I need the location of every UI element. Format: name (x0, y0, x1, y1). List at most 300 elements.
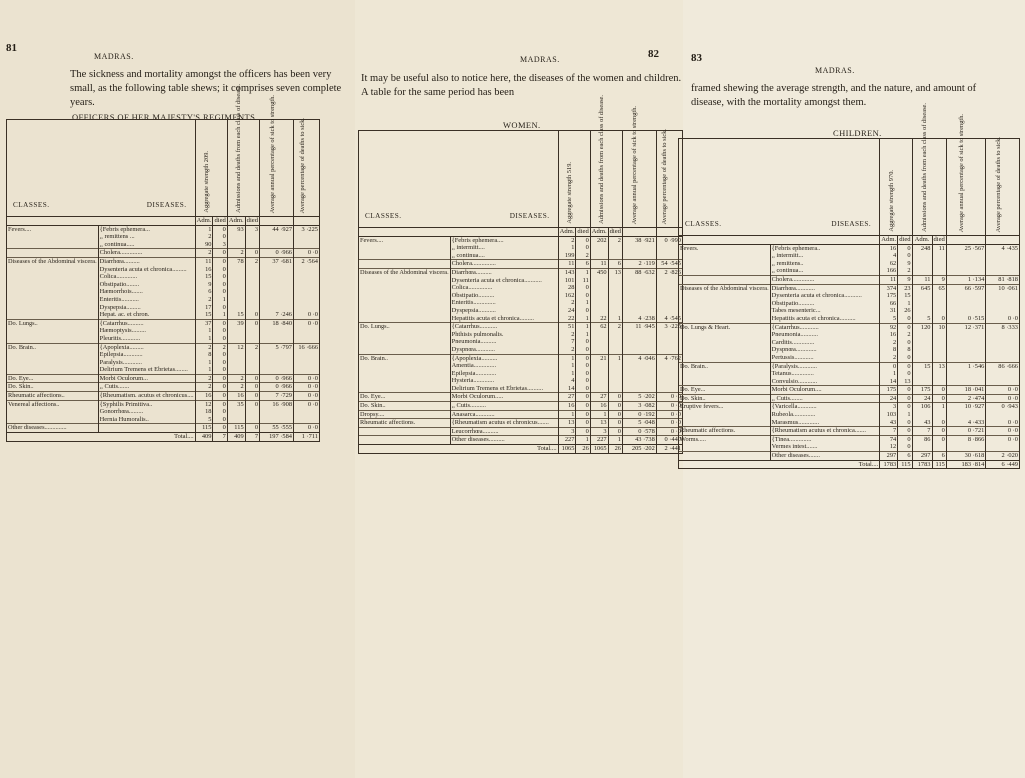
died-cell: 0 (898, 362, 912, 370)
header-classes-diseases (7, 120, 196, 217)
class-cell: Do. Skin.. (359, 402, 451, 411)
disease-cell: Amentia.............. (450, 362, 558, 370)
sub-header: died (609, 228, 621, 235)
group-admissions-cell (912, 331, 932, 339)
group-admissions-cell: 248 (912, 244, 932, 252)
class-cell: Do. Skin.. (7, 383, 99, 392)
group-admissions-cell (590, 307, 608, 315)
running-header: MADRAS. (520, 55, 560, 64)
pct-deaths-cell (294, 233, 320, 241)
disease-cell: Diarrhœa.......... (98, 257, 195, 265)
group-admissions-cell: 11 (912, 275, 932, 284)
died-cell: 0 (576, 377, 590, 385)
disease-cell: Obstipatio........ (98, 281, 195, 289)
group-died-cell (245, 241, 259, 249)
running-header: MADRAS. (94, 52, 134, 61)
disease-cell: Pleuritis............ (98, 335, 195, 343)
page-82 (355, 0, 683, 778)
sub-header: Adm. (559, 228, 575, 235)
pct-deaths-cell: 8 ·333 (986, 323, 1020, 331)
pct-deaths-cell (294, 335, 320, 343)
total-pct-deaths: 2 ·441 (656, 445, 682, 454)
table-row (7, 327, 320, 335)
pct-deaths-cell (986, 339, 1020, 347)
group-died-cell: 2 (245, 257, 259, 265)
admissions-cell: 7 (558, 338, 576, 346)
died-cell: 13 (898, 378, 912, 386)
pct-deaths-cell: 0 ·440 (656, 436, 682, 445)
pct-sick-cell: 0 ·721 (946, 427, 986, 436)
died-cell: 0 (213, 424, 227, 433)
class-cell: Fevers.... (7, 225, 99, 233)
group-admissions-cell: 24 (912, 394, 932, 403)
disease-cell: {Syphilis Primitiva.. (98, 400, 195, 408)
pct-deaths-cell: 0 ·0 (656, 410, 682, 419)
group-admissions-cell: 297 (912, 452, 932, 461)
total-pct-deaths: 6 ·449 (986, 460, 1020, 469)
table-row (7, 273, 320, 281)
disease-cell: Hæmorrhois....... (98, 288, 195, 296)
table-row (7, 296, 320, 304)
pct-sick-cell: 55 ·555 (260, 424, 294, 433)
group-died-cell (932, 378, 946, 386)
header-avg-deaths-label: Average percentage of deaths to sick. (994, 136, 1002, 232)
group-admissions-cell: 450 (590, 268, 608, 276)
died-cell: 9 (898, 275, 912, 284)
group-died-cell (932, 307, 946, 315)
total-died: 7 (213, 433, 227, 442)
died-cell: 6 (898, 452, 912, 461)
admissions-cell: 16 (880, 331, 898, 339)
group-died-cell: 0 (932, 435, 946, 443)
pct-sick-cell (622, 331, 656, 339)
group-died-cell: 13 (932, 362, 946, 370)
group-died-cell (932, 292, 946, 300)
page-number: 83 (691, 52, 702, 64)
group-admissions-cell (590, 385, 608, 393)
admissions-cell: 2 (880, 339, 898, 347)
header-strength (195, 120, 227, 217)
died-cell: 1 (576, 268, 590, 276)
pct-sick-cell (946, 370, 986, 378)
disease-cell: Hepatitis acuta et chronica......... (450, 315, 558, 323)
died-cell: 23 (898, 284, 912, 292)
admissions-cell: 27 (558, 393, 576, 402)
disease-cell: Anasarca............ (450, 410, 558, 419)
group-admissions-cell (912, 378, 932, 386)
pct-sick-cell (260, 288, 294, 296)
intro-paragraph: It may be useful also to notice here, the diseases of the women and children. A table for the same period has been (361, 73, 682, 98)
header-strength (558, 131, 590, 228)
disease-cell: ,, continua.... (450, 252, 558, 260)
group-died-cell: 1 (932, 403, 946, 411)
group-admissions-cell: 11 (590, 260, 608, 269)
group-died-cell (608, 252, 622, 260)
admissions-cell: 5 (880, 315, 898, 323)
table-row (359, 385, 683, 393)
disease-cell: Carditis.............. (770, 339, 880, 347)
class-cell: Fevers. (679, 244, 771, 252)
group-died-cell (932, 331, 946, 339)
admissions-cell: 62 (880, 260, 898, 268)
pct-deaths-cell: 0 ·990 (656, 236, 682, 244)
group-died-cell: 0 (932, 386, 946, 395)
class-cell: Do. Brain.. (679, 362, 771, 370)
table-row (679, 435, 1020, 443)
group-died-cell: 1 (608, 436, 622, 445)
pct-deaths-cell (986, 354, 1020, 362)
table-row (7, 359, 320, 367)
class-cell (7, 304, 99, 312)
pct-sick-cell: 0 ·966 (260, 249, 294, 258)
group-admissions-cell: 5 (912, 315, 932, 323)
group-admissions-cell: 16 (590, 402, 608, 411)
disease-cell: {Rheumatism acutus et chronicus....... (450, 419, 558, 428)
table-row (359, 252, 683, 260)
group-admissions-cell: 22 (590, 315, 608, 323)
class-cell (679, 339, 771, 347)
group-died-cell: 0 (245, 400, 259, 408)
died-cell: 0 (213, 249, 227, 258)
class-cell: Venereal affections.. (7, 400, 99, 408)
group-died-cell (932, 252, 946, 260)
died-cell: 1 (898, 300, 912, 308)
class-cell (359, 260, 451, 269)
header-avg-deaths (294, 117, 320, 217)
died-cell: 0 (576, 410, 590, 419)
page-81 (0, 0, 373, 778)
table-row (679, 244, 1020, 252)
header-strength (880, 139, 912, 236)
admissions-cell: 24 (880, 394, 898, 403)
table-row (679, 370, 1020, 378)
group-died-cell: 13 (608, 268, 622, 276)
group-died-cell: 0 (608, 393, 622, 402)
disease-cell: Cholera............... (450, 260, 558, 269)
group-admissions-cell (590, 377, 608, 385)
died-cell: 0 (213, 366, 227, 374)
table-row (359, 299, 683, 307)
group-admissions-cell (590, 346, 608, 354)
pct-sick-cell (622, 346, 656, 354)
admissions-cell: 16 (880, 244, 898, 252)
disease-cell: Epilepsia............. (450, 370, 558, 378)
sub-header: Adm. (196, 217, 212, 224)
group-admissions-cell: 120 (912, 323, 932, 331)
pct-deaths-cell: 3 ·225 (294, 225, 320, 233)
died-cell: 0 (213, 383, 227, 392)
disease-cell: ,, Cutis....... (98, 383, 195, 392)
group-admissions-cell: 43 (912, 419, 932, 427)
pct-deaths-cell: 0 ·0 (986, 394, 1020, 403)
header-diseases: DISEASES. (831, 220, 872, 229)
admissions-cell: 166 (880, 267, 898, 275)
class-cell (7, 249, 99, 258)
header-admissions-label: Admissions and deaths from each class of disease. (921, 103, 929, 232)
group-died-cell (608, 346, 622, 354)
group-died-cell (932, 370, 946, 378)
pct-sick-cell: 3 ·082 (622, 402, 656, 411)
table-row (359, 331, 683, 339)
admissions-cell: 92 (880, 323, 898, 331)
total-pct-sick: 197 ·584 (260, 433, 294, 442)
class-cell (359, 284, 451, 292)
total-row (359, 445, 683, 454)
admissions-cell: 199 (558, 252, 576, 260)
group-admissions-cell: 7 (912, 427, 932, 436)
admissions-cell: 1 (880, 370, 898, 378)
died-cell: 1 (576, 315, 590, 323)
header-classes: CLASSES. (685, 220, 722, 229)
header-admissions-label: Admissions and deaths from each class of disease. (235, 84, 243, 213)
admissions-cell: 16 (195, 266, 213, 274)
table-row (679, 300, 1020, 308)
class-cell (359, 277, 451, 285)
admissions-cell: 2 (195, 296, 213, 304)
group-died-cell: 0 (608, 427, 622, 436)
group-admissions-cell (590, 299, 608, 307)
group-died-cell (608, 244, 622, 252)
disease-cell: ,, continua..... (98, 241, 195, 249)
table-row (7, 233, 320, 241)
group-died-cell (608, 331, 622, 339)
table-row (679, 403, 1020, 411)
disease-cell: Hæmoptysis......... (98, 327, 195, 335)
table-row (359, 346, 683, 354)
died-cell: 9 (898, 260, 912, 268)
pct-deaths-cell (986, 292, 1020, 300)
died-cell: 0 (576, 362, 590, 370)
table-row (359, 377, 683, 385)
group-admissions-cell (227, 408, 245, 416)
table-row (359, 236, 683, 244)
table-row (679, 378, 1020, 386)
group-died-cell (932, 354, 946, 362)
admissions-cell: 16 (558, 402, 576, 411)
class-cell (7, 281, 99, 289)
disease-cell: Rubeola.............. (770, 411, 880, 419)
pct-sick-cell (260, 408, 294, 416)
header-avg-sick-label: Average annual percentage of sick to strength. (631, 105, 639, 224)
disease-cell: Hysteria............. (450, 377, 558, 385)
group-died-cell: 0 (245, 383, 259, 392)
admissions-cell: 227 (558, 436, 576, 445)
table-row (7, 304, 320, 312)
pct-deaths-cell: 0 ·0 (986, 435, 1020, 443)
pct-sick-cell: 0 ·578 (622, 427, 656, 436)
group-admissions-cell: 78 (227, 257, 245, 265)
died-cell: 8 (898, 346, 912, 354)
died-cell: 0 (213, 257, 227, 265)
table-row (359, 419, 683, 428)
admissions-cell: 28 (558, 284, 576, 292)
admissions-cell: 2 (558, 299, 576, 307)
group-admissions-cell: 2 (227, 383, 245, 392)
class-cell: Worms..... (679, 435, 771, 443)
group-admissions-cell (227, 351, 245, 359)
group-died-cell (608, 362, 622, 370)
group-died-cell: 2 (608, 323, 622, 331)
admissions-cell: 0 (880, 362, 898, 370)
pct-deaths-cell (986, 411, 1020, 419)
admissions-cell: 5 (195, 416, 213, 424)
group-admissions-cell (227, 335, 245, 343)
class-cell: Do. Brain.. (7, 343, 99, 351)
group-admissions-cell: 39 (227, 319, 245, 327)
class-cell: Rheumatic affections. (359, 419, 451, 428)
pct-deaths-cell: 0 ·0 (986, 386, 1020, 395)
died-cell: 0 (576, 338, 590, 346)
group-admissions-cell (590, 284, 608, 292)
group-died-cell: 11 (932, 244, 946, 252)
table-row (7, 400, 320, 408)
pct-sick-cell: 2 ·119 (622, 260, 656, 269)
pct-sick-cell: 43 ·738 (622, 436, 656, 445)
group-admissions-cell: 3 (590, 427, 608, 436)
admissions-cell: 14 (880, 378, 898, 386)
class-cell (679, 331, 771, 339)
class-cell (7, 416, 99, 424)
pct-sick-cell: 5 ·048 (622, 419, 656, 428)
total-label: Total.... (359, 445, 559, 454)
class-cell: Rheumatic affections. (679, 427, 771, 436)
class-cell (679, 267, 771, 275)
disease-cell: ,, remittens.. (770, 260, 880, 268)
class-cell (359, 338, 451, 346)
class-cell (359, 436, 451, 445)
group-died-cell (932, 339, 946, 347)
pct-sick-cell: 0 ·966 (260, 383, 294, 392)
pct-deaths-cell (986, 260, 1020, 268)
died-cell: 11 (576, 277, 590, 285)
pct-sick-cell: 37 ·681 (260, 257, 294, 265)
pct-deaths-cell: 54 ·545 (656, 260, 682, 269)
sub-header: died (899, 236, 911, 243)
class-cell: Dropsy.... (359, 410, 451, 419)
group-died-cell (608, 377, 622, 385)
pct-sick-cell (260, 241, 294, 249)
total-pct-sick: 183 ·814 (946, 460, 986, 469)
admissions-cell: 4 (558, 377, 576, 385)
disease-cell: Hepatitis acuta et chronica.......... (770, 315, 880, 323)
pct-deaths-cell: 0 ·0 (294, 383, 320, 392)
header-strength-label: Aggregate strength 209. (203, 151, 211, 213)
disease-cell: {Rheumatism acutus et chronica....... (770, 427, 880, 436)
table-row (679, 275, 1020, 284)
disease-cell: Paralysis............ (98, 359, 195, 367)
class-cell: Do. Lungs & Heart. (679, 323, 771, 331)
header-avg-deaths (986, 136, 1020, 236)
total-died: 115 (898, 460, 912, 469)
died-cell: 0 (576, 236, 590, 244)
group-died-cell (608, 385, 622, 393)
table-row (7, 249, 320, 258)
disease-cell: Dyspnœa............ (450, 346, 558, 354)
disease-cell: Other diseases.......... (450, 436, 558, 445)
pct-deaths-cell: 0 ·0 (656, 427, 682, 436)
pct-deaths-cell (986, 252, 1020, 260)
pct-sick-cell (946, 331, 986, 339)
died-cell: 0 (576, 284, 590, 292)
admissions-cell: 115 (195, 424, 213, 433)
total-row (679, 460, 1020, 469)
admissions-cell: 31 (880, 307, 898, 315)
header-avg-sick-label: Average annual percentage of sick to strength. (958, 113, 966, 232)
class-cell (359, 331, 451, 339)
admissions-cell: 101 (558, 277, 576, 285)
died-cell: 0 (898, 443, 912, 451)
died-cell: 0 (898, 370, 912, 378)
pct-deaths-cell (986, 331, 1020, 339)
disease-cell: Dyspepsia......... (98, 304, 195, 312)
disease-cell: Gonorrhœa......... (98, 408, 195, 416)
group-died-cell (932, 443, 946, 451)
admissions-cell: 2 (195, 233, 213, 241)
group-admissions-cell: 202 (590, 236, 608, 244)
group-admissions-cell (912, 307, 932, 315)
table-row (359, 338, 683, 346)
table-row (679, 307, 1020, 315)
died-cell: 0 (213, 319, 227, 327)
died-cell: 0 (213, 288, 227, 296)
disease-cell: Dysenteria acuta et chronica......... (98, 266, 195, 274)
pct-sick-cell (946, 252, 986, 260)
pct-deaths-cell: 0 ·0 (294, 311, 320, 319)
class-cell (679, 260, 771, 268)
total-admissions: 409 (195, 433, 213, 442)
total-group-died: 7 (245, 433, 259, 442)
group-admissions-cell (590, 252, 608, 260)
header-strength-label: Aggregate strength 970. (887, 170, 895, 232)
pct-sick-cell (622, 244, 656, 252)
pct-sick-cell: 44 ·927 (260, 225, 294, 233)
pct-sick-cell: 88 ·632 (622, 268, 656, 276)
died-cell: 0 (213, 281, 227, 289)
group-died-cell: 0 (932, 315, 946, 323)
group-died-cell: 0 (608, 410, 622, 419)
pct-deaths-cell (294, 241, 320, 249)
pct-deaths-cell: 0 ·0 (986, 419, 1020, 427)
group-died-cell (932, 260, 946, 268)
table-row (7, 408, 320, 416)
pct-sick-cell (946, 411, 986, 419)
group-died-cell: 0 (245, 392, 259, 401)
pct-sick-cell: 11 ·945 (622, 323, 656, 331)
table-row (679, 452, 1020, 461)
disease-cell: ,, Cutis........ (770, 394, 880, 403)
sub-header: died (214, 217, 226, 224)
total-admissions: 1065 (558, 445, 576, 454)
pct-sick-cell (260, 335, 294, 343)
group-admissions-cell: 13 (590, 419, 608, 428)
died-cell: 0 (898, 244, 912, 252)
table-row (679, 394, 1020, 403)
table-row (679, 339, 1020, 347)
pct-deaths-cell (294, 266, 320, 274)
sub-header: died (246, 217, 259, 224)
table-row (679, 419, 1020, 427)
group-admissions-cell (227, 288, 245, 296)
admissions-cell: 1 (558, 354, 576, 362)
pct-deaths-cell (294, 408, 320, 416)
class-cell (7, 335, 99, 343)
class-cell: Rheumatic affections.. (7, 392, 99, 401)
table-row (359, 436, 683, 445)
admissions-cell: 37 (195, 319, 213, 327)
died-cell: 26 (898, 307, 912, 315)
group-died-cell: 0 (245, 249, 259, 258)
group-admissions-cell (912, 252, 932, 260)
